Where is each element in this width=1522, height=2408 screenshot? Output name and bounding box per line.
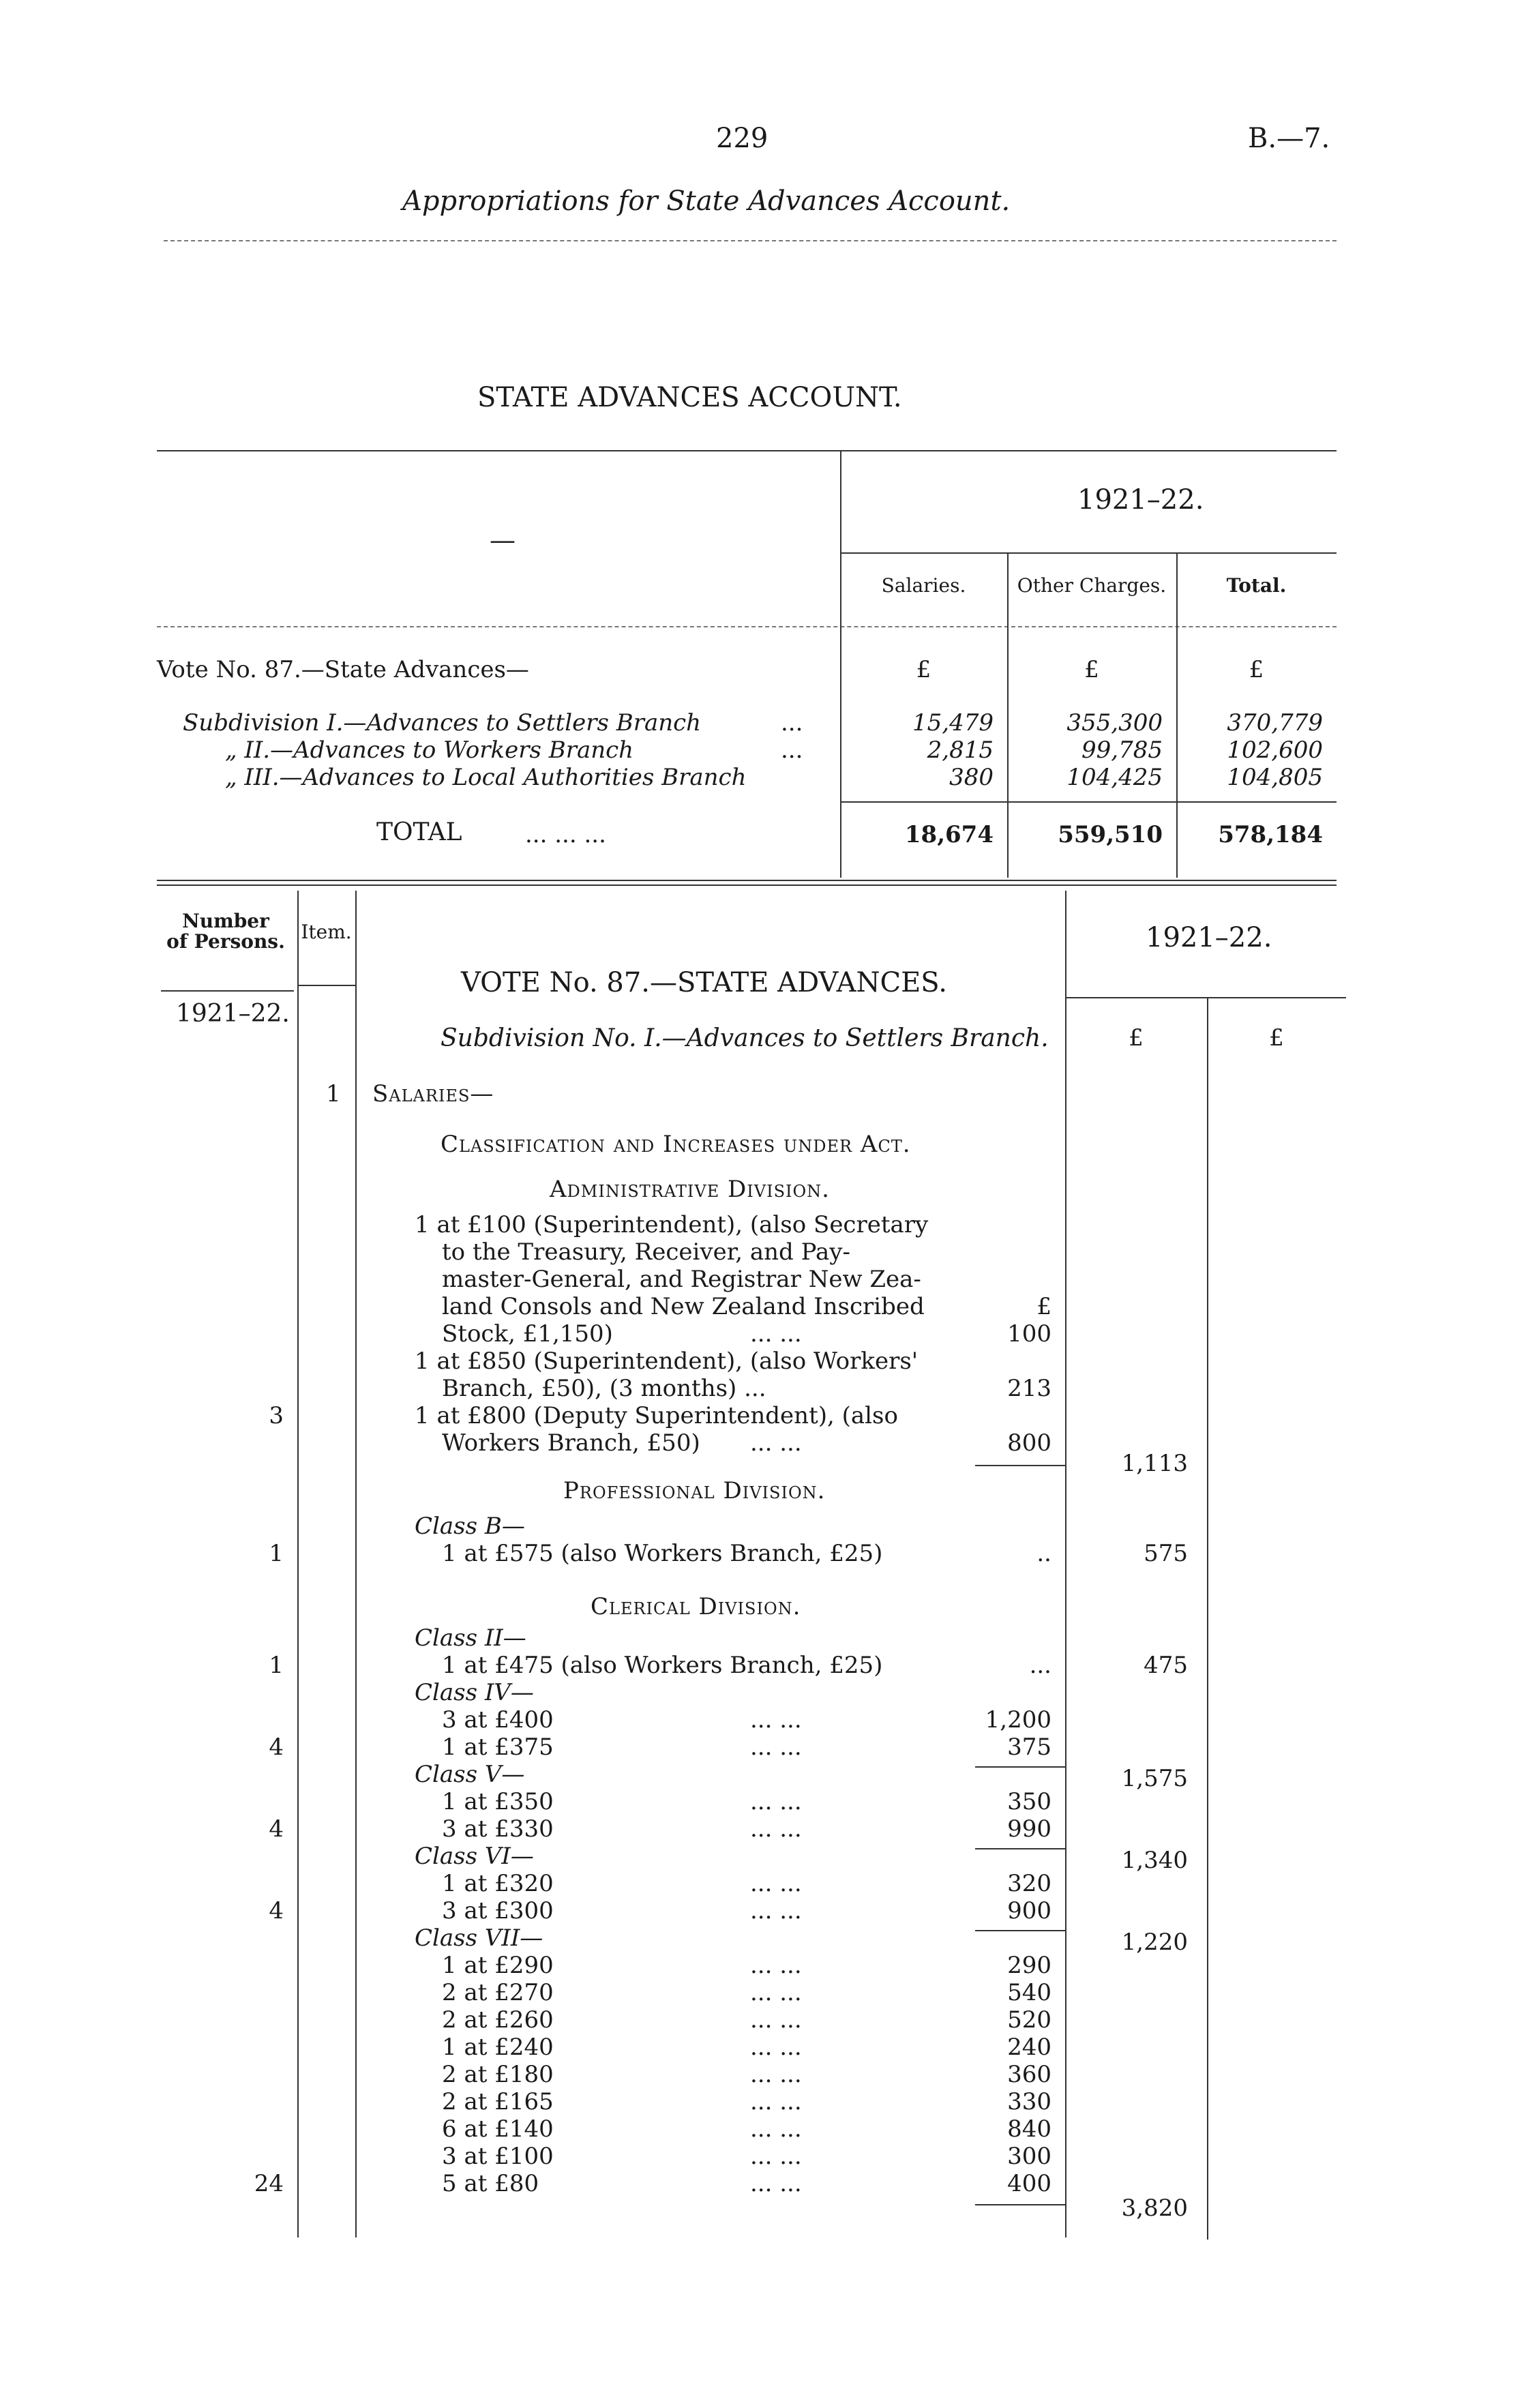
summary-total-dots: ... ... ... — [525, 821, 606, 848]
class-v-total: 1,340 — [1121, 1847, 1188, 1874]
class-iv-label: Class IV— — [415, 1679, 534, 1706]
class-vii-sum-rule — [975, 2204, 1065, 2205]
class-vii-amount: 540 — [1007, 1979, 1051, 2006]
detail-year-rule — [1065, 997, 1346, 998]
class-iv-persons: 4 — [269, 1734, 284, 1761]
summary-vote-label: Vote No. 87.—State Advances— — [157, 656, 529, 683]
class-vii-line: 2 at £260 — [442, 2006, 554, 2034]
class-vi-amount: 320 — [1007, 1870, 1051, 1897]
class-iv-total: 1,575 — [1121, 1765, 1188, 1792]
class-vi-sum-rule — [975, 1930, 1065, 1931]
summary-row-salaries: 380 — [949, 764, 994, 791]
summary-row-other: 104,425 — [1066, 764, 1163, 791]
administrative-heading: Administrative Division. — [550, 1176, 830, 1203]
summary-year: 1921–22. — [1077, 484, 1204, 516]
admin-amount: 100 — [1007, 1320, 1051, 1348]
class-b-dots: .. — [1036, 1540, 1051, 1567]
admin-currency: £ — [1036, 1293, 1051, 1320]
persons-item-divider — [297, 891, 299, 2238]
class-vii-line: 3 at £100 — [442, 2143, 554, 2170]
class-ii-label: Class II— — [415, 1624, 526, 1652]
class-b-label: Class B— — [415, 1513, 525, 1540]
admin-line: Branch, £50), (3 months) ... — [442, 1375, 766, 1402]
summary-currency-total: £ — [1249, 656, 1264, 683]
col-number-line-1: Number — [182, 910, 269, 932]
admin-amount: 213 — [1007, 1375, 1051, 1402]
leader-dots: ... ... — [750, 1897, 802, 1924]
class-b-total: 575 — [1144, 1540, 1188, 1567]
class-vii-line: 5 at £80 — [442, 2170, 539, 2197]
summary-bottom-rule-double — [157, 885, 1337, 886]
admin-line: Workers Branch, £50) — [442, 1429, 700, 1457]
detail-year: 1921–22. — [1146, 922, 1272, 953]
summary-year-rule — [840, 552, 1337, 554]
class-iv-sum-rule — [975, 1766, 1065, 1768]
class-v-amount: 990 — [1007, 1815, 1051, 1843]
salaries-heading: Salaries— — [372, 1080, 494, 1108]
admin-line: 1 at £800 (Deputy Superintendent), (also — [415, 1402, 898, 1429]
leader-dots: ... ... — [750, 1734, 802, 1761]
admin-line: Stock, £1,150) — [442, 1320, 613, 1348]
class-iv-line: 3 at £400 — [442, 1706, 554, 1734]
summary-row-salaries: 15,479 — [912, 709, 994, 737]
summary-title: STATE ADVANCES ACCOUNT. — [477, 382, 902, 413]
leader-dots: ... ... — [750, 1815, 802, 1843]
admin-line: to the Treasury, Receiver, and Pay- — [442, 1238, 850, 1266]
class-vi-total: 1,220 — [1121, 1929, 1188, 1956]
class-v-persons: 4 — [269, 1815, 284, 1843]
col-header-number-of-persons — [161, 911, 290, 952]
leader-dots: ... ... — [750, 2088, 802, 2115]
page-number: 229 — [716, 123, 769, 154]
summary-total-salaries: 18,674 — [904, 821, 994, 848]
class-ii-persons: 1 — [269, 1652, 284, 1679]
item-number: 1 — [326, 1080, 341, 1108]
admin-total: 1,113 — [1121, 1450, 1188, 1477]
summary-row-other: 355,300 — [1066, 709, 1163, 737]
class-vii-line: 1 at £240 — [442, 2034, 554, 2061]
class-vii-amount: 300 — [1007, 2143, 1051, 2170]
class-ii-total: 475 — [1144, 1652, 1188, 1679]
class-vii-persons: 24 — [254, 2170, 284, 2197]
class-vii-amount: 520 — [1007, 2006, 1051, 2034]
class-vii-amount: 330 — [1007, 2088, 1051, 2115]
item-header-rule — [297, 985, 355, 986]
vote-title: VOTE No. 87.—STATE ADVANCES. — [461, 967, 947, 998]
admin-line: land Consols and New Zealand Inscribed — [442, 1293, 925, 1320]
summary-row-label: Subdivision I.—Advances to Settlers Branch — [183, 709, 702, 737]
summary-total-label: TOTAL — [376, 818, 462, 846]
summary-subtotal-rule — [840, 801, 1337, 803]
class-vii-amount: 290 — [1007, 1952, 1051, 1979]
detail-left-year: 1921–22. — [176, 1000, 290, 1028]
class-vii-line: 2 at £270 — [442, 1979, 554, 2006]
class-vii-line: 1 at £290 — [442, 1952, 554, 1979]
summary-row-label: „ II.—Advances to Workers Branch — [225, 737, 634, 764]
leader-dots: ... ... — [750, 1320, 802, 1348]
admin-sum-rule — [975, 1465, 1065, 1466]
detail-currency-2: £ — [1269, 1024, 1284, 1052]
leader-dots: ... ... — [750, 2143, 802, 2170]
page-reference: B.—7. — [1248, 123, 1330, 154]
header-rule — [164, 240, 1337, 241]
leader-dots: ... ... — [750, 1952, 802, 1979]
summary-row-dots: ... — [781, 709, 803, 737]
leader-dots: ... ... — [750, 2006, 802, 2034]
class-b-line: 1 at £575 (also Workers Branch, £25) — [442, 1540, 883, 1567]
class-vii-amount: 400 — [1007, 2170, 1051, 2197]
class-vii-line: 2 at £180 — [442, 2061, 554, 2088]
class-vii-line: 6 at £140 — [442, 2115, 554, 2143]
class-vi-label: Class VI— — [415, 1843, 534, 1870]
class-vi-persons: 4 — [269, 1897, 284, 1924]
summary-row-salaries: 2,815 — [927, 737, 994, 764]
persons-header-rule — [161, 990, 294, 992]
summary-top-rule — [157, 450, 1337, 451]
class-vi-amount: 900 — [1007, 1897, 1051, 1924]
summary-row-other: 99,785 — [1081, 737, 1163, 764]
class-v-label: Class V— — [415, 1761, 525, 1788]
summary-total-grand: 578,184 — [1218, 821, 1323, 848]
class-vii-amount: 840 — [1007, 2115, 1051, 2143]
class-iv-amount: 1,200 — [985, 1706, 1051, 1734]
admin-amount: 800 — [1007, 1429, 1051, 1457]
class-vii-amount: 360 — [1007, 2061, 1051, 2088]
class-b-persons: 1 — [269, 1540, 284, 1567]
class-vii-amount: 240 — [1007, 2034, 1051, 2061]
class-vi-line: 3 at £300 — [442, 1897, 554, 1924]
item-text-divider — [355, 891, 357, 2238]
class-vi-line: 1 at £320 — [442, 1870, 554, 1897]
admin-line: master-General, and Registrar New Zea- — [442, 1266, 921, 1293]
summary-row-dots: ... — [781, 737, 803, 764]
leader-dots: ... ... — [750, 2115, 802, 2143]
summary-currency-other: £ — [1084, 656, 1099, 683]
class-ii-line: 1 at £475 (also Workers Branch, £25) — [442, 1652, 883, 1679]
leader-dots: ... ... — [750, 2061, 802, 2088]
class-vii-total: 3,820 — [1121, 2195, 1188, 2222]
col-header-item: Item. — [301, 921, 352, 943]
summary-row-total: 370,779 — [1227, 709, 1323, 737]
summary-total-other: 559,510 — [1058, 821, 1163, 848]
summary-bottom-rule — [157, 880, 1337, 881]
admin-line: 1 at £100 (Superintendent), (also Secretary — [415, 1211, 929, 1238]
class-vii-label: Class VII— — [415, 1924, 543, 1952]
col-header-salaries: Salaries. — [881, 574, 966, 597]
col-header-total: Total. — [1226, 574, 1287, 597]
class-iv-amount: 375 — [1007, 1734, 1051, 1761]
leader-dots: ... ... — [750, 1870, 802, 1897]
class-v-line: 1 at £350 — [442, 1788, 554, 1815]
col-number-line-2: of Persons. — [166, 930, 285, 953]
summary-header-rule — [157, 626, 1337, 627]
summary-row-total: 104,805 — [1227, 764, 1323, 791]
summary-currency-salaries: £ — [916, 656, 931, 683]
summary-row-label: „ III.—Advances to Local Authorities Branch — [225, 764, 747, 791]
detail-currency-1: £ — [1129, 1024, 1144, 1052]
admin-persons: 3 — [269, 1402, 284, 1429]
admin-line: 1 at £850 (Superintendent), (also Workers' — [415, 1348, 919, 1375]
leader-dots: ... ... — [750, 1706, 802, 1734]
class-ii-dots: ... — [1029, 1652, 1051, 1679]
class-v-sum-rule — [975, 1848, 1065, 1849]
class-v-amount: 350 — [1007, 1788, 1051, 1815]
summary-stub-dash: — — [490, 525, 516, 555]
leader-dots: ... ... — [750, 2170, 802, 2197]
col-header-other-charges: Other Charges. — [1017, 574, 1167, 597]
class-iv-line: 1 at £375 — [442, 1734, 554, 1761]
professional-heading: Professional Division. — [563, 1477, 826, 1504]
leader-dots: ... ... — [750, 1979, 802, 2006]
subdivision-title: Subdivision No. I.—Advances to Settlers Branch. — [441, 1024, 1049, 1052]
classification-heading: Classification and Increases under Act. — [441, 1131, 911, 1158]
summary-row-total: 102,600 — [1227, 737, 1323, 764]
page-subtitle: Appropriations for State Advances Account. — [402, 185, 1011, 217]
leader-dots: ... ... — [750, 1429, 802, 1457]
class-v-line: 3 at £330 — [442, 1815, 554, 1843]
clerical-heading: Clerical Division. — [591, 1593, 801, 1620]
leader-dots: ... ... — [750, 1788, 802, 1815]
leader-dots: ... ... — [750, 2034, 802, 2061]
class-vii-line: 2 at £165 — [442, 2088, 554, 2115]
amount-column-divider — [1207, 998, 1208, 2240]
